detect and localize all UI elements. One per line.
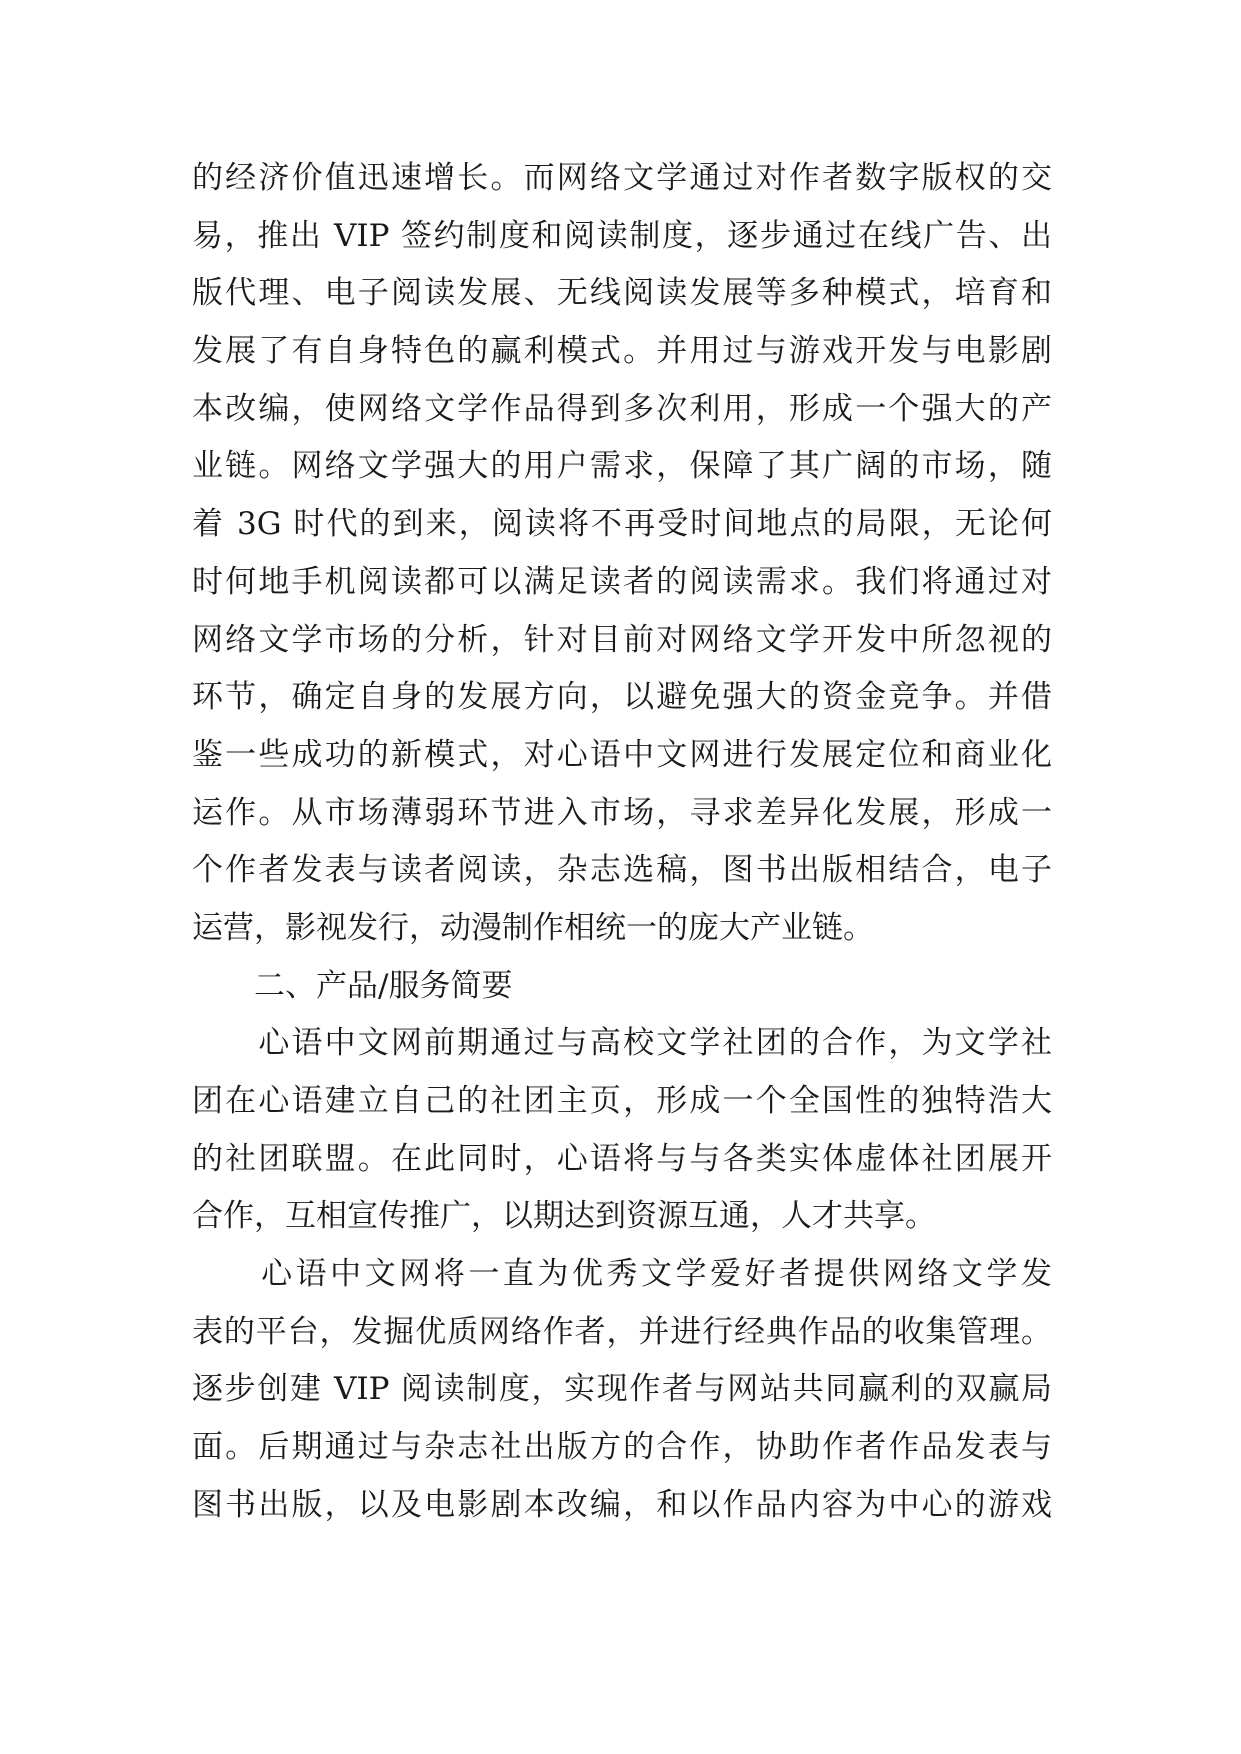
text-line: 版代理、电子阅读发展、无线阅读发展等多种模式，培育和 (192, 275, 1052, 312)
text-line: 的社团联盟。在此同时，心语将与与各类实体虚体社团展开 (192, 1140, 1052, 1177)
text-line: 着 3G 时代的到来，阅读将不再受时间地点的局限，无论何 (192, 506, 1052, 543)
text-line: 面。后期通过与杂志社出版方的合作，协助作者作品发表与 (192, 1429, 1052, 1466)
paragraph-business-model (192, 150, 1052, 958)
paragraph-campus-alliance (192, 1015, 1052, 1246)
text-line: 逐步创建 VIP 阅读制度，实现作者与网站共同赢利的双赢局 (192, 1371, 1052, 1408)
section-title: 二、产品/服务简要 (192, 967, 513, 1004)
text-line: 表的平台，发掘优质网络作者，并进行经典作品的收集管理。 (192, 1313, 1052, 1350)
text-line: 团在心语建立自己的社团主页，形成一个全国性的独特浩大 (192, 1083, 1052, 1119)
text-line: 运作。从市场薄弱环节进入市场，寻求差异化发展，形成一 (192, 794, 1052, 831)
text-line: 心语中文网将一直为优秀文学爱好者提供网络文学发 (192, 1256, 1052, 1293)
text-line: 个作者发表与读者阅读，杂志选稿，图书出版相结合，电子 (192, 852, 1052, 889)
text-line: 发展了有自身特色的赢利模式。并用过与游戏开发与电影剧 (192, 333, 1052, 370)
text-line: 环节，确定自身的发展方向，以避免强大的资金竞争。并借 (192, 679, 1052, 716)
paragraph-platform-plan (192, 1246, 1052, 1534)
text-line: 心语中文网前期通过与高校文学社团的合作，为文学社 (192, 1025, 1052, 1062)
text-line: 时何地手机阅读都可以满足读者的阅读需求。我们将通过对 (192, 563, 1052, 600)
text-line: 的经济价值迅速增长。而网络文学通过对作者数字版权的交 (192, 160, 1052, 196)
document-body (192, 150, 1052, 1535)
text-line: 合作，互相宣传推广，以期达到资源互通，人才共享。 (192, 1198, 936, 1235)
text-line: 业链。网络文学强大的用户需求，保障了其广阔的市场，随 (192, 448, 1052, 485)
text-line: 鉴一些成功的新模式，对心语中文网进行发展定位和商业化 (192, 736, 1052, 773)
text-line: 网络文学市场的分析，针对目前对网络文学开发中所忽视的 (192, 621, 1052, 658)
text-line: 本改编，使网络文学作品得到多次利用，形成一个强大的产 (192, 390, 1052, 427)
text-line: 易，推出 VIP 签约制度和阅读制度，逐步通过在线广告、出 (192, 217, 1052, 254)
text-line: 图书出版，以及电影剧本改编，和以作品内容为中心的游戏 (192, 1486, 1052, 1523)
section-heading (192, 958, 1052, 1016)
text-line: 运营，影视发行，动漫制作相统一的庞大产业链。 (192, 909, 874, 946)
